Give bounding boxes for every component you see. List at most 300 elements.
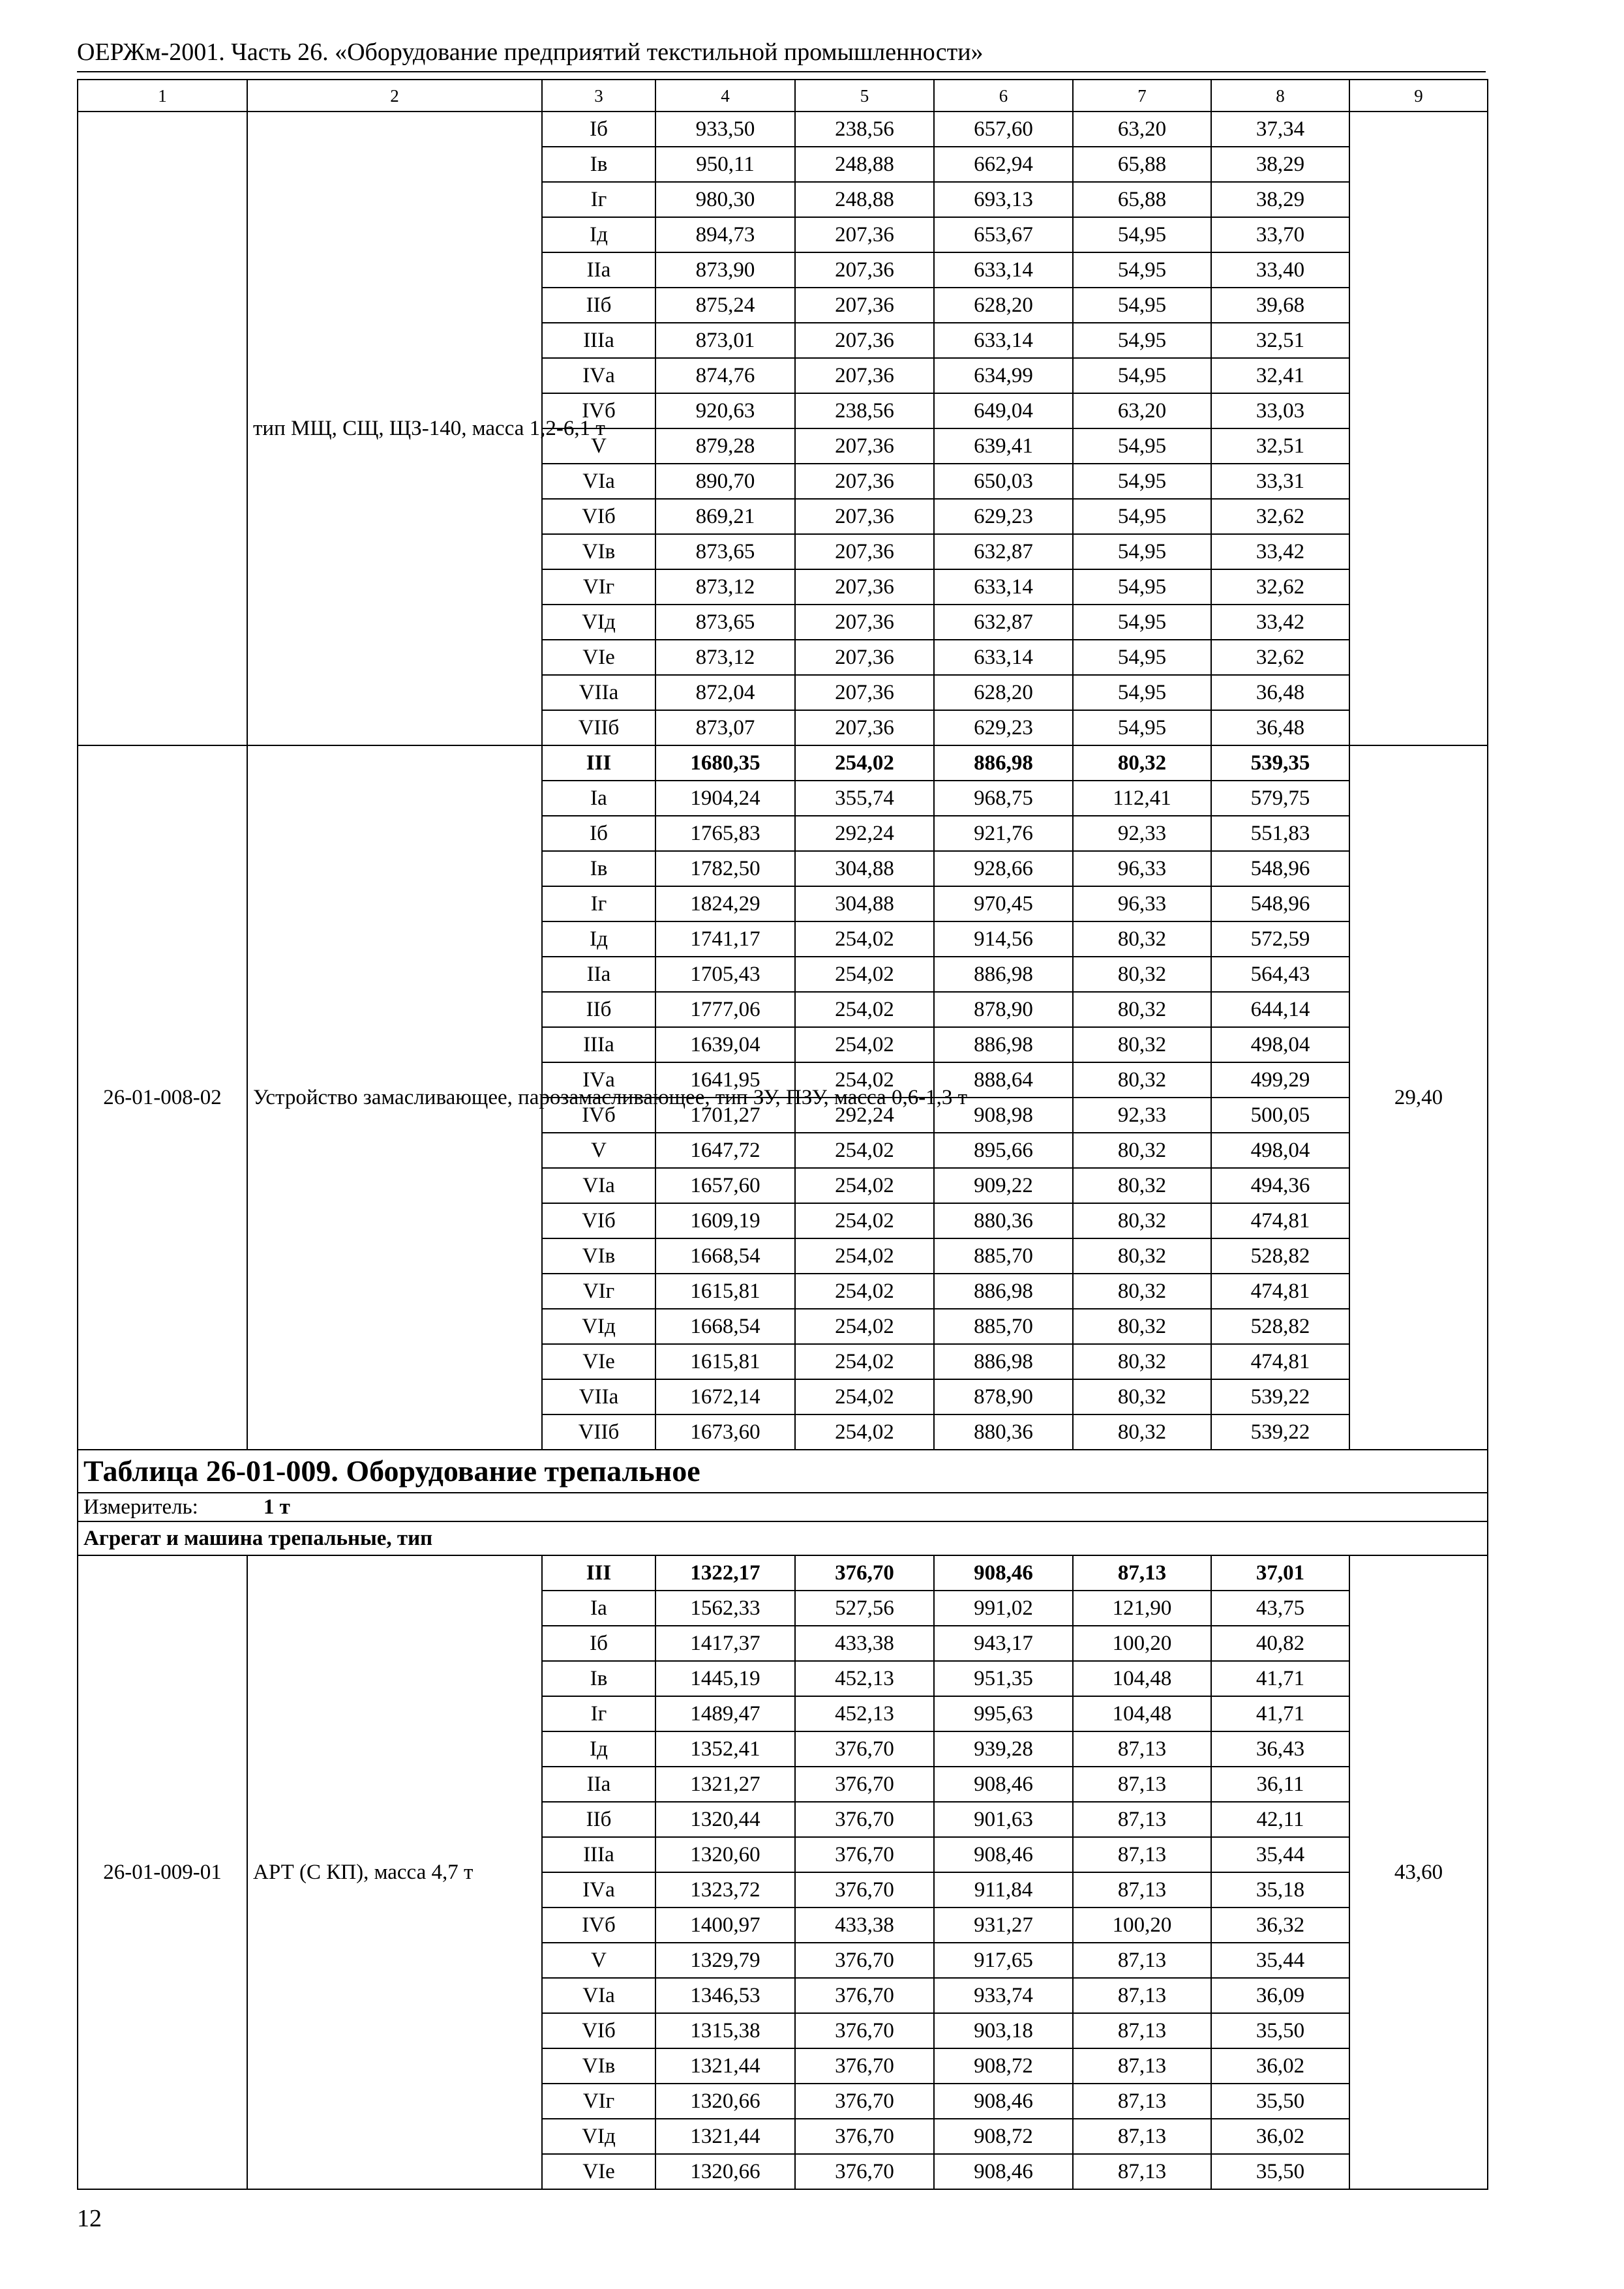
value-cell: 1417,37 [655,1626,795,1661]
value-cell: 112,41 [1073,781,1211,816]
value-cell: 207,36 [795,252,934,288]
value-cell: 886,98 [934,957,1073,992]
value-cell: 87,13 [1073,2013,1211,2048]
value-cell: 539,35 [1211,745,1349,781]
value-cell: 54,95 [1073,710,1211,745]
page-number: 12 [77,2205,102,2232]
value-cell: 54,95 [1073,428,1211,464]
value-cell: 474,81 [1211,1203,1349,1238]
value-cell: 87,13 [1073,2119,1211,2154]
value-cell: 92,33 [1073,1098,1211,1133]
value-cell: 304,88 [795,851,934,886]
value-cell: 207,36 [795,710,934,745]
column-number: 1 [78,80,247,112]
zone-level: VIв [542,2048,655,2084]
value-cell: 548,96 [1211,851,1349,886]
value-cell: 890,70 [655,464,795,499]
value-cell: 873,01 [655,323,795,358]
value-cell: 37,34 [1211,112,1349,147]
zone-level: VIб [542,1203,655,1238]
value-cell: 878,90 [934,992,1073,1027]
value-cell: 527,56 [795,1591,934,1626]
value-cell: 80,32 [1073,1309,1211,1344]
value-cell: 878,90 [934,1379,1073,1414]
value-cell: 80,32 [1073,1168,1211,1203]
column-number: 9 [1349,80,1488,112]
zone-level: IIIа [542,1837,655,1872]
value-cell: 452,13 [795,1661,934,1696]
value-cell: 80,32 [1073,1062,1211,1098]
value-cell: 433,38 [795,1908,934,1943]
zone-level: Iг [542,182,655,217]
zone-level: IVб [542,393,655,428]
value-cell: 254,02 [795,1168,934,1203]
value-cell: 943,17 [934,1626,1073,1661]
value-cell: 87,13 [1073,1872,1211,1908]
value-cell: 87,13 [1073,1943,1211,1978]
value-cell: 254,02 [795,1414,934,1450]
rate-code: 26-01-009-01 [78,1555,247,2189]
zone-level: VIд [542,605,655,640]
value-cell: 1320,66 [655,2154,795,2189]
value-cell: 633,14 [934,640,1073,675]
zone-level: VIг [542,2084,655,2119]
value-cell: 634,99 [934,358,1073,393]
value-cell: 35,44 [1211,1943,1349,1978]
value-cell: 1641,95 [655,1062,795,1098]
value-cell: 254,02 [795,1274,934,1309]
zone-level: Iб [542,816,655,851]
value-cell: 903,18 [934,2013,1073,2048]
value-cell: 579,75 [1211,781,1349,816]
zone-level: VIIб [542,710,655,745]
value-cell: 629,23 [934,499,1073,534]
value-cell: 54,95 [1073,675,1211,710]
value-cell: 80,32 [1073,1203,1211,1238]
value-cell: 207,36 [795,464,934,499]
group-title: Агрегат и машина трепальные, тип [78,1521,1488,1555]
zone-level: Iб [542,1626,655,1661]
value-cell: 376,70 [795,1837,934,1872]
zone-level: IIа [542,252,655,288]
value-cell: 33,42 [1211,534,1349,569]
value-cell: 376,70 [795,1767,934,1802]
value-cell: 33,31 [1211,464,1349,499]
zone-level: VIе [542,1344,655,1379]
zone-level: Iд [542,921,655,957]
value-cell: 41,71 [1211,1661,1349,1696]
column-number: 3 [542,80,655,112]
value-cell: 32,62 [1211,499,1349,534]
equipment-name: тип МЩ, СЩ, ЩЗ-140, масса 1,2-6,1 т [247,112,542,745]
value-cell: 970,45 [934,886,1073,921]
value-cell: 928,66 [934,851,1073,886]
value-cell: 254,02 [795,745,934,781]
value-cell: 80,32 [1073,1414,1211,1450]
value-cell: 207,36 [795,358,934,393]
value-cell: 869,21 [655,499,795,534]
value-cell: 474,81 [1211,1274,1349,1309]
value-cell: 376,70 [795,2119,934,2154]
value-cell: 433,38 [795,1626,934,1661]
value-cell: 96,33 [1073,886,1211,921]
value-cell: 1672,14 [655,1379,795,1414]
value-cell: 304,88 [795,886,934,921]
value-cell: 36,02 [1211,2119,1349,2154]
value-cell: 628,20 [934,288,1073,323]
value-cell: 32,51 [1211,428,1349,464]
value-cell: 1489,47 [655,1696,795,1731]
value-cell: 895,66 [934,1133,1073,1168]
value-cell: 207,36 [795,288,934,323]
zone-level: IIа [542,957,655,992]
value-cell: 1765,83 [655,816,795,851]
value-cell: 40,82 [1211,1626,1349,1661]
value-cell: 35,50 [1211,2084,1349,2119]
value-cell: 54,95 [1073,288,1211,323]
value-cell: 37,01 [1211,1555,1349,1591]
zone-level: IVа [542,1872,655,1908]
value-cell: 1329,79 [655,1943,795,1978]
zone-level: Iв [542,1661,655,1696]
value-cell: 886,98 [934,1027,1073,1062]
value-cell: 1321,44 [655,2119,795,2154]
value-cell: 207,36 [795,323,934,358]
value-cell: 39,68 [1211,288,1349,323]
value-cell: 376,70 [795,2013,934,2048]
column-number: 4 [655,80,795,112]
value-cell: 36,43 [1211,1731,1349,1767]
value-cell: 880,36 [934,1203,1073,1238]
value-cell: 662,94 [934,147,1073,182]
value-cell: 909,22 [934,1168,1073,1203]
value-cell: 35,50 [1211,2154,1349,2189]
value-cell: 991,02 [934,1591,1073,1626]
zone-level: Iб [542,112,655,147]
value-cell: 1639,04 [655,1027,795,1062]
value-cell: 908,46 [934,2084,1073,2119]
zone-level: VIа [542,464,655,499]
value-cell: 1777,06 [655,992,795,1027]
value-cell: 254,02 [795,1344,934,1379]
value-cell: 875,24 [655,288,795,323]
value-cell: 1320,66 [655,2084,795,2119]
value-cell: 1668,54 [655,1309,795,1344]
column-number: 2 [247,80,542,112]
value-cell: 921,76 [934,816,1073,851]
value-cell: 43,75 [1211,1591,1349,1626]
value-cell: 104,48 [1073,1696,1211,1731]
value-cell: 292,24 [795,1098,934,1133]
zone-level: IIIа [542,1027,655,1062]
value-cell: 1647,72 [655,1133,795,1168]
value-cell: 292,24 [795,816,934,851]
value-cell: 1657,60 [655,1168,795,1203]
value-cell: 254,02 [795,1133,934,1168]
value-cell: 1904,24 [655,781,795,816]
value-cell: 1320,60 [655,1837,795,1872]
value-cell: 38,29 [1211,182,1349,217]
value-cell: 376,70 [795,1943,934,1978]
value-cell: 873,12 [655,569,795,605]
value-cell: 920,63 [655,393,795,428]
value-cell: 36,11 [1211,1767,1349,1802]
value-cell: 1322,17 [655,1555,795,1591]
value-cell: 207,36 [795,534,934,569]
value-cell: 80,32 [1073,1274,1211,1309]
zone-level: VIа [542,1168,655,1203]
value-cell: 42,11 [1211,1802,1349,1837]
value-cell: 80,32 [1073,1238,1211,1274]
zone-level: V [542,1133,655,1168]
rate-code: 26-01-008-02 [78,745,247,1450]
zone-level: VIе [542,2154,655,2189]
column-number-row [78,80,1488,112]
value-cell: 32,62 [1211,569,1349,605]
zone-level: IIIа [542,323,655,358]
rate-code [78,112,247,745]
value-cell: 649,04 [934,393,1073,428]
value-cell: 628,20 [934,675,1073,710]
value-cell: 950,11 [655,147,795,182]
value-cell: 248,88 [795,182,934,217]
value-cell: 908,72 [934,2119,1073,2154]
value-cell: 873,12 [655,640,795,675]
zone-level: VIIб [542,1414,655,1450]
value-cell: 879,28 [655,428,795,464]
value-cell: 65,88 [1073,182,1211,217]
value-cell: 100,20 [1073,1626,1211,1661]
value-cell: 874,76 [655,358,795,393]
value-cell: 873,65 [655,605,795,640]
value-cell: 376,70 [795,1802,934,1837]
zone-level: IIб [542,992,655,1027]
value-cell: 376,70 [795,2048,934,2084]
equipment-name: Устройство замасливающее, парозамасливающее, тип ЗУ, ПЗУ, масса 0,6-1,3 т [247,745,542,1450]
value-cell: 38,29 [1211,147,1349,182]
value-cell: 499,29 [1211,1062,1349,1098]
value-cell: 376,70 [795,1978,934,2013]
value-cell: 1321,27 [655,1767,795,1802]
value-cell: 1352,41 [655,1731,795,1767]
value-cell: 36,09 [1211,1978,1349,2013]
table-title-row [78,1450,1488,1493]
value-cell: 87,13 [1073,1767,1211,1802]
value-cell: 54,95 [1073,464,1211,499]
zone-level: III [542,745,655,781]
zone-level: VIIа [542,675,655,710]
value-cell: 894,73 [655,217,795,252]
zone-level: IVа [542,1062,655,1098]
value-cell: 968,75 [934,781,1073,816]
value-cell: 917,65 [934,1943,1073,1978]
value-cell: 657,60 [934,112,1073,147]
value-cell: 886,98 [934,745,1073,781]
rates-table-body [78,80,1488,2189]
value-cell: 63,20 [1073,112,1211,147]
value-cell: 1562,33 [655,1591,795,1626]
value-cell: 80,32 [1073,957,1211,992]
zone-level: IIб [542,1802,655,1837]
zone-level: VIг [542,1274,655,1309]
zone-level: VIе [542,640,655,675]
value-cell: 908,46 [934,1555,1073,1591]
column-number: 6 [934,80,1073,112]
value-cell: 1673,60 [655,1414,795,1450]
value-cell: 80,32 [1073,745,1211,781]
value-cell: 254,02 [795,1203,934,1238]
value-cell: 885,70 [934,1309,1073,1344]
zone-level: V [542,1943,655,1978]
zone-level: Iг [542,886,655,921]
zone-level: VIв [542,1238,655,1274]
value-cell: 54,95 [1073,499,1211,534]
value-cell: 908,98 [934,1098,1073,1133]
value-cell: 474,81 [1211,1344,1349,1379]
measurer-unit: 1 т [263,1495,290,1519]
value-cell: 36,02 [1211,2048,1349,2084]
value-cell: 35,18 [1211,1872,1349,1908]
value-cell: 254,02 [795,1309,934,1344]
value-cell: 1445,19 [655,1661,795,1696]
value-cell: 54,95 [1073,217,1211,252]
value-cell: 873,07 [655,710,795,745]
value-cell: 376,70 [795,1872,934,1908]
value-cell: 87,13 [1073,1731,1211,1767]
value-cell: 36,48 [1211,710,1349,745]
rates-table [77,79,1488,2190]
zone-level: VIг [542,569,655,605]
value-cell: 1323,72 [655,1872,795,1908]
value-cell: 528,82 [1211,1238,1349,1274]
value-cell: 885,70 [934,1238,1073,1274]
value-cell: 92,33 [1073,816,1211,851]
value-cell: 933,74 [934,1978,1073,2013]
value-cell: 551,83 [1211,816,1349,851]
value-cell: 207,36 [795,499,934,534]
value-cell: 33,03 [1211,393,1349,428]
value-cell: 254,02 [795,1379,934,1414]
value-cell: 528,82 [1211,1309,1349,1344]
value-cell: 908,46 [934,2154,1073,2189]
zone-level: VIд [542,1309,655,1344]
value-cell: 908,46 [934,1767,1073,1802]
zone-level: IVб [542,1908,655,1943]
value-cell: 632,87 [934,534,1073,569]
value-cell: 452,13 [795,1696,934,1731]
page-header-title: ОЕРЖм-2001. Часть 26. «Оборудование предприятий текстильной промышленности» [77,38,984,66]
value-cell: 564,43 [1211,957,1349,992]
value-cell: 238,56 [795,393,934,428]
value-cell: 54,95 [1073,252,1211,288]
value-cell: 995,63 [934,1696,1073,1731]
zone-level: VIа [542,1978,655,2013]
value-cell: 376,70 [795,2084,934,2119]
zone-level: IIа [542,1767,655,1802]
value-cell: 80,32 [1073,1379,1211,1414]
value-cell: 1315,38 [655,2013,795,2048]
zone-level: VIд [542,2119,655,2154]
zone-level: IIб [542,288,655,323]
value-cell: 96,33 [1073,851,1211,886]
value-cell: 207,36 [795,675,934,710]
value-cell: 87,13 [1073,1555,1211,1591]
value-cell: 80,32 [1073,1027,1211,1062]
value-cell: 54,95 [1073,358,1211,393]
value-cell: 80,32 [1073,992,1211,1027]
labor-value: 29,40 [1349,745,1488,1450]
value-cell: 886,98 [934,1274,1073,1309]
value-cell: 87,13 [1073,1802,1211,1837]
measurer-label: Измеритель: [83,1495,198,1519]
value-cell: 207,36 [795,569,934,605]
value-cell: 1320,44 [655,1802,795,1837]
zone-level: Iа [542,1591,655,1626]
value-cell: 539,22 [1211,1414,1349,1450]
zone-level: VIв [542,534,655,569]
value-cell: 933,50 [655,112,795,147]
value-cell: 65,88 [1073,147,1211,182]
zone-level: Iв [542,147,655,182]
value-cell: 33,70 [1211,217,1349,252]
value-cell: 87,13 [1073,2084,1211,2119]
value-cell: 498,04 [1211,1133,1349,1168]
zone-level: Iа [542,781,655,816]
value-cell: 1824,29 [655,886,795,921]
value-cell: 254,02 [795,1238,934,1274]
value-cell: 633,14 [934,323,1073,358]
value-cell: 355,74 [795,781,934,816]
value-cell: 914,56 [934,921,1073,957]
value-cell: 539,22 [1211,1379,1349,1414]
value-cell: 238,56 [795,112,934,147]
value-cell: 494,36 [1211,1168,1349,1203]
value-cell: 376,70 [795,1731,934,1767]
group-title-row [78,1521,1488,1555]
value-cell: 873,90 [655,252,795,288]
value-cell: 100,20 [1073,1908,1211,1943]
value-cell: 888,64 [934,1062,1073,1098]
measurer [78,1493,1488,1521]
value-cell: 254,02 [795,992,934,1027]
header-rule [77,71,1486,72]
value-cell: 33,40 [1211,252,1349,288]
value-cell: 54,95 [1073,640,1211,675]
column-number: 8 [1211,80,1349,112]
zone-level: IVб [542,1098,655,1133]
value-cell: 41,71 [1211,1696,1349,1731]
value-cell: 207,36 [795,605,934,640]
value-cell: 54,95 [1073,605,1211,640]
value-cell: 633,14 [934,569,1073,605]
value-cell: 87,13 [1073,1978,1211,2013]
value-cell: 572,59 [1211,921,1349,957]
value-cell: 908,46 [934,1837,1073,1872]
value-cell: 104,48 [1073,1661,1211,1696]
value-cell: 911,84 [934,1872,1073,1908]
value-cell: 498,04 [1211,1027,1349,1062]
zone-level: Iд [542,217,655,252]
value-cell: 80,32 [1073,921,1211,957]
value-cell: 87,13 [1073,2048,1211,2084]
value-cell: 35,44 [1211,1837,1349,1872]
value-cell: 54,95 [1073,534,1211,569]
value-cell: 693,13 [934,182,1073,217]
value-cell: 629,23 [934,710,1073,745]
zone-level: IVа [542,358,655,393]
value-cell: 650,03 [934,464,1073,499]
value-cell: 980,30 [655,182,795,217]
